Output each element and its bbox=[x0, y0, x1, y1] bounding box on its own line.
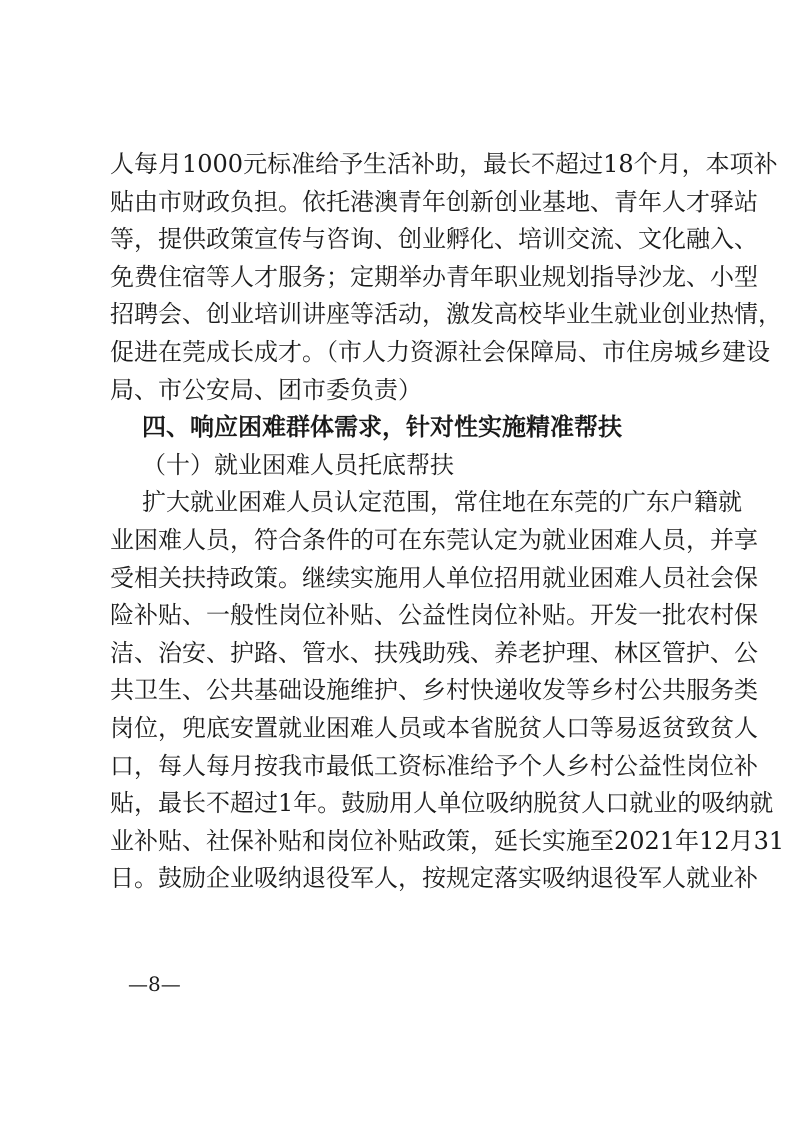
body-text-line: 业补贴、社保补贴和岗位补贴政策，延长实施至2021年12月31 bbox=[110, 827, 785, 855]
body-text-line: 扩大就业困难人员认定范围，常住地在东莞的广东户籍就 bbox=[142, 488, 742, 516]
body-text-line: 险补贴、一般性岗位补贴、公益性岗位补贴。开发一批农村保 bbox=[110, 601, 758, 629]
body-text-line: 口，每人每月按我市最低工资标准给予个人乡村公益性岗位补 bbox=[110, 752, 758, 780]
section-heading: 四、响应困难群体需求，针对性实施精准帮扶 bbox=[142, 413, 622, 441]
subsection-heading: （十）就业困难人员托底帮扶 bbox=[142, 451, 454, 479]
body-text-line: 局、市公安局、团市委负责） bbox=[110, 376, 422, 404]
body-text-line: 业困难人员，符合条件的可在东莞认定为就业困难人员，并享 bbox=[110, 526, 758, 554]
body-text-line: 人每月1000元标准给予生活补助，最长不超过18个月，本项补 bbox=[110, 150, 778, 178]
body-text-line: 共卫生、公共基础设施维护、乡村快递收发等乡村公共服务类 bbox=[110, 676, 758, 704]
body-text-line: 岗位，兜底安置就业困难人员或本省脱贫人口等易返贫致贫人 bbox=[110, 714, 758, 742]
page-number: —8— bbox=[128, 972, 181, 996]
body-text-line: 洁、治安、护路、管水、扶残助残、养老护理、林区管护、公 bbox=[110, 639, 758, 667]
body-text-line: 受相关扶持政策。继续实施用人单位招用就业困难人员社会保 bbox=[110, 564, 758, 592]
body-text-line: 招聘会、创业培训讲座等活动，激发高校毕业生就业创业热情， bbox=[110, 300, 782, 328]
body-text-line: 日。鼓励企业吸纳退役军人，按规定落实吸纳退役军人就业补 bbox=[110, 864, 758, 892]
body-text-line: 促进在莞成长成才。（市人力资源社会保障局、市住房城乡建设 bbox=[110, 338, 770, 366]
body-text-line: 贴，最长不超过1年。鼓励用人单位吸纳脱贫人口就业的吸纳就 bbox=[110, 789, 774, 817]
body-text-line: 等，提供政策宣传与咨询、创业孵化、培训交流、文化融入、 bbox=[110, 225, 758, 253]
body-text-line: 免费住宿等人才服务；定期举办青年职业规划指导沙龙、小型 bbox=[110, 263, 758, 291]
body-text-line: 贴由市财政负担。依托港澳青年创新创业基地、青年人才驿站 bbox=[110, 188, 758, 216]
